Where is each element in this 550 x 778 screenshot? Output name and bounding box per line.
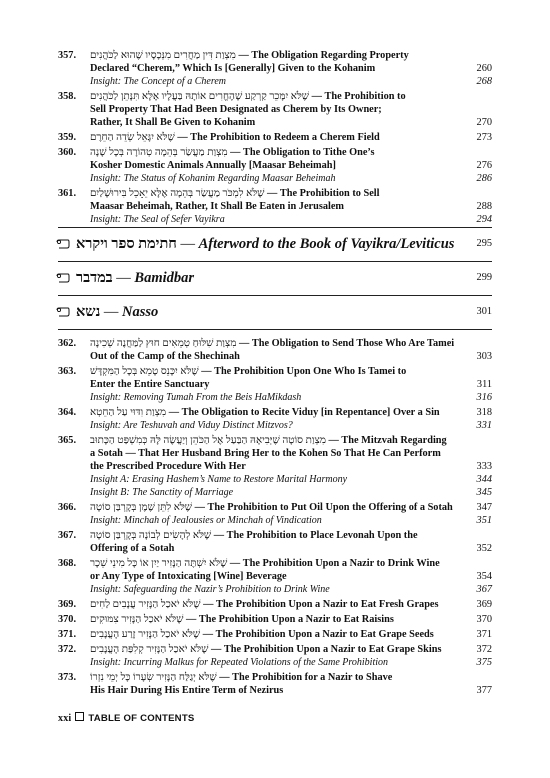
entry-number: 371. (58, 629, 77, 640)
hebrew-title: מִצְוַת וִדּוּי עַל הַחֵטְא (90, 407, 167, 418)
english-title: — The Mitzvah Regarding (325, 435, 447, 446)
english-title: Insight: Removing Tumah From the Beis HaMikdash (90, 392, 302, 403)
hebrew-title: שֶׁלֹּא יְגַלַּח הַנָּזִיר שְׂעָרוֹ כָּל יְמֵי נִזְרוֹ (90, 672, 217, 683)
insight-line (58, 172, 492, 185)
hebrew-title: שֶׁלֹּא יֹאכַל הַנָּזִיר עֲנָבִים לַחִים (90, 599, 201, 610)
page-number: 311 (476, 379, 492, 390)
square-icon (75, 712, 84, 721)
page-number: 333 (476, 461, 492, 472)
hebrew-title: שֶׁלֹּא יֹאכַל הַנָּזִיר צִמּוּקִים (90, 614, 184, 625)
toc-entry[interactable] (58, 557, 492, 596)
english-title: — The Obligation Regarding Property (235, 50, 409, 61)
hebrew-title: מִצְוַת דִּין מַחֲרִים מִנְּכָסָיו שֶׁהוּא לַכֹּהֲנִים (90, 50, 236, 61)
hebrew-title: שֶׁלֹּא לִמְכֹּר מַעֲשַׂר בְּהֵמָה אֶלָּא יֵאָכֵל בִּירוּשָׁלַיִם (90, 188, 265, 199)
entry-title-line (58, 542, 492, 555)
toc-entry[interactable] (58, 643, 492, 669)
insight-line (58, 583, 492, 596)
english-title: Insight: Incurring Malkus for Repeated Violations of the Same Prohibition (90, 657, 389, 668)
entry-title-line (58, 671, 492, 684)
page-number: 270 (476, 117, 492, 128)
page-footer (58, 712, 194, 724)
english-title: Maasar Beheimah, Rather, It Shall Be Eaten in Jerusalem (90, 201, 344, 212)
english-title: Insight: Minchah of Jealousies or Minchah of Vindication (90, 515, 322, 526)
english-title: Offering of a Sotah (90, 543, 175, 554)
entry-title-line (58, 337, 492, 350)
english-title: — The Prohibition for a Nazir to Shave (216, 672, 393, 683)
entry-title-line (58, 613, 492, 626)
entry-number: 372. (58, 644, 77, 655)
english-title: — The Prohibition Upon a Nazir to Eat Raisins (183, 614, 394, 625)
entry-title-line (58, 628, 492, 641)
entries-group-vayikra (58, 49, 492, 226)
english-title: a Sotah — That Her Husband Bring Her to the Kohen So That He Can Perform (90, 448, 441, 459)
english-title: — The Prohibition Upon One Who Is Tamei to (198, 366, 407, 377)
english-title: Insight A: Erasing Hashem’s Name to Restore Marital Harmony (90, 474, 348, 485)
toc-entry[interactable] (58, 337, 492, 363)
insight-line (58, 419, 492, 432)
hebrew-title: שֶׁלֹּא יֹאכַל הַנָּזִיר זֶרַע הָעֲנָבִים (90, 629, 201, 640)
toc-entry[interactable] (58, 434, 492, 499)
entry-number: 357. (58, 50, 77, 61)
english-title: — The Prohibition to Redeem a Cherem Field (174, 132, 380, 143)
toc-entry[interactable] (58, 187, 492, 226)
entry-number: 363. (58, 366, 77, 377)
english-title: or Any Type of Intoxicating [Wine] Beverage (90, 571, 287, 582)
entry-number: 368. (58, 558, 77, 569)
section-afterword[interactable]: חתימת ספר ויקרא — Afterword to the Book of Vayikra/Leviticus 295 (58, 236, 492, 253)
insight-line (58, 514, 492, 527)
entry-title-line (58, 434, 492, 447)
english-title: — The Prohibition Upon a Nazir to Drink Wine (227, 558, 440, 569)
page-number: 295 (476, 238, 492, 249)
toc-entry[interactable] (58, 598, 492, 611)
english-title: — The Prohibition to (309, 91, 406, 102)
english-title: Insight: The Status of Kohanim Regarding Maasar Beheimah (90, 173, 336, 184)
english-title: Sell Property That Had Been Designated as Cherem by Its Owner; (90, 104, 382, 115)
page-number: 301 (476, 306, 492, 317)
page-number: 331 (476, 420, 492, 431)
page-number: 354 (476, 571, 492, 582)
english-title: Insight: Are Teshuvah and Viduy Distinct Mitzvos? (90, 420, 293, 431)
section-divider (58, 261, 492, 262)
entry-title-line (58, 103, 492, 116)
hebrew-title: שֶׁלֹּא לִתֵּן שֶׁמֶן בְּקָרְבַּן סוֹטָה (90, 502, 193, 513)
entry-number: 362. (58, 338, 77, 349)
toc-entry[interactable] (58, 671, 492, 697)
toc-entry[interactable] (58, 131, 492, 144)
english-title: Declared “Cherem,” Which Is [Generally] Given to the Kohanim (90, 63, 376, 74)
table-of-contents (58, 49, 492, 698)
section-nasso[interactable]: נשא — Nasso 301 (58, 304, 492, 321)
page-number: 377 (476, 685, 492, 696)
toc-entry[interactable] (58, 613, 492, 626)
page-number: 303 (476, 351, 492, 362)
english-title: the Prescribed Procedure With Her (90, 461, 246, 472)
entry-title-line (58, 159, 492, 172)
toc-entry[interactable] (58, 365, 492, 404)
entry-number: 364. (58, 407, 77, 418)
entry-title-line (58, 378, 492, 391)
entry-number: 367. (58, 530, 77, 541)
entry-number: 358. (58, 91, 77, 102)
hebrew-title: שֶׁלֹּא יִמָּכֵר קַרְקַע שֶׁהֶחֱרִים אוֹתָהּ בַּעֲלָיו אֶלָּא תִּנָּתֵן לַכֹּהֲנִים (90, 91, 310, 102)
hebrew-title: שֶׁלֹּא יֹאכַל הַנָּזִיר קְלִפַּת הָעֲנָבִים (90, 644, 209, 655)
entry-number: 365. (58, 435, 77, 446)
insight-line (58, 486, 492, 499)
section-hebrew-title: חתימת ספר ויקרא (76, 236, 177, 252)
entry-title-line (58, 643, 492, 656)
section-hebrew-title: נשא (76, 304, 101, 320)
entry-title-line (58, 62, 492, 75)
page-number: 286 (476, 173, 492, 184)
english-title: Enter the Entire Sanctuary (90, 379, 210, 390)
entry-title-line (58, 557, 492, 570)
english-title: Out of the Camp of the Shechinah (90, 351, 240, 362)
entry-title-line (58, 131, 492, 144)
section-title: Afterword to the Book of Vayikra/Leviticus (198, 236, 455, 252)
entry-title-line (58, 200, 492, 213)
page-number: 268 (476, 76, 492, 87)
entry-title-line (58, 598, 492, 611)
section-title: Bamidbar (134, 270, 195, 286)
entry-number: 373. (58, 672, 77, 683)
page-number: 372 (476, 644, 492, 655)
insight-line (58, 75, 492, 88)
footer-label: TABLE OF CONTENTS (88, 713, 195, 724)
page-number: 318 (476, 407, 492, 418)
insight-line (58, 473, 492, 486)
hebrew-title: שֶׁלֹּא יִשְׁתֶּה הַנָּזִיר יַיִן אוֹ כָּל מִינֵי שֵׁכָר (90, 558, 228, 569)
page-number: 347 (476, 502, 492, 513)
insight-line (58, 656, 492, 669)
english-title: — The Obligation to Recite Viduy [in Repentance] Over a Sin (166, 407, 440, 418)
toc-entry[interactable] (58, 90, 492, 129)
entry-title-line (58, 146, 492, 159)
entry-title-line (58, 501, 492, 514)
hebrew-title: שֶׁלֹּא לְהָשִׂים לְבוֹנָה בְּקָרְבַּן סוֹטָה (90, 530, 212, 541)
english-title: Insight: The Concept of a Cherem (90, 76, 227, 87)
entry-number: 370. (58, 614, 77, 625)
entry-title-line (58, 350, 492, 363)
english-title: — The Obligation to Send Those Who Are Tamei (236, 338, 455, 349)
entry-number: 360. (58, 147, 77, 158)
english-title: — The Prohibition Upon a Nazir to Eat Grape Seeds (200, 629, 434, 640)
section-title: Nasso (122, 304, 159, 320)
scroll-icon (56, 239, 70, 249)
english-title: Rather, It Shall Be Given to Kohanim (90, 117, 256, 128)
section-divider (58, 227, 492, 228)
section-divider (58, 329, 492, 330)
hebrew-title: מִצְוַת סוֹטָה שֶׁיְּבִיאָהּ הַבַּעַל אֶל הַכֹּהֵן וְיַעֲשֶׂה לָּהּ כְּמִשְׁפַּט הַכָּתוּב (90, 435, 326, 446)
entry-number: 359. (58, 132, 77, 143)
entry-number: 369. (58, 599, 77, 610)
page-number: 351 (476, 515, 492, 526)
page-number: 316 (476, 392, 492, 403)
english-title: Insight B: The Sanctity of Marriage (90, 487, 234, 498)
english-title: Insight: The Seal of Sefer Vayikra (90, 214, 225, 225)
english-title: — The Prohibition Upon a Nazir to Eat Grape Skins (208, 644, 442, 655)
section-bamidbar[interactable]: במדבר — Bamidbar 299 (58, 270, 492, 287)
entry-title-line (58, 570, 492, 583)
scroll-icon (56, 273, 70, 283)
entries-group-nasso (58, 337, 492, 697)
entry-number: 366. (58, 502, 77, 513)
entry-title-line (58, 365, 492, 378)
scroll-icon (56, 307, 70, 317)
page-number: 375 (476, 657, 492, 668)
english-title: — The Obligation to Tithe One’s (227, 147, 375, 158)
entry-title-line (58, 406, 492, 419)
entry-title-line (58, 49, 492, 62)
english-title: — The Prohibition to Put Oil Upon the Offering of a Sotah (192, 502, 453, 513)
english-title: Insight: Safeguarding the Nazir’s Prohibition to Drink Wine (90, 584, 330, 595)
insight-line (58, 391, 492, 404)
toc-entry[interactable] (58, 501, 492, 527)
toc-entry[interactable] (58, 146, 492, 185)
english-title: His Hair During His Entire Term of Nezirus (90, 685, 284, 696)
entry-title-line (58, 529, 492, 542)
entry-title-line (58, 460, 492, 473)
page-number: 273 (476, 132, 492, 143)
hebrew-title: מִצְוַת שִׁלּוּחַ טְמֵאִים חוּץ לַמַּחֲנֶה שְׁכִינָה (90, 338, 237, 349)
page-number: 369 (476, 599, 492, 610)
english-title: Kosher Domestic Animals Annually [Maasar Beheimah] (90, 160, 336, 171)
page-number: 344 (476, 474, 492, 485)
page-number: 276 (476, 160, 492, 171)
hebrew-title: שֶׁלֹּא יִגָּאֵל שְׂדֵה הַחֵרֶם (90, 132, 175, 143)
entry-number: 361. (58, 188, 77, 199)
page-number: 367 (476, 584, 492, 595)
toc-entry[interactable] (58, 628, 492, 641)
toc-entry[interactable] (58, 406, 492, 432)
entry-title-line (58, 684, 492, 697)
toc-entry[interactable] (58, 529, 492, 555)
page-number: 352 (476, 543, 492, 554)
insight-line (58, 213, 492, 226)
section-divider (58, 295, 492, 296)
hebrew-title: מִצְוַת מַעֲשַׂר בְּהֵמָה טְהוֹרָה בְּכָל שָׁנָה (90, 147, 228, 158)
english-title: — The Prohibition to Sell (264, 188, 380, 199)
page-number: 299 (476, 272, 492, 283)
entry-title-line (58, 447, 492, 460)
page-number: 371 (476, 629, 492, 640)
entry-title-line (58, 116, 492, 129)
toc-entry[interactable] (58, 49, 492, 88)
page-number: 260 (476, 63, 492, 74)
entry-title-line (58, 90, 492, 103)
entry-title-line (58, 187, 492, 200)
english-title: — The Prohibition Upon a Nazir to Eat Fresh Grapes (200, 599, 439, 610)
page-number: 288 (476, 201, 492, 212)
footer-page-number: xxi (58, 713, 72, 724)
page-number: 345 (476, 487, 492, 498)
hebrew-title: שֶׁלֹּא יִכָּנֵס טָמֵא בְּכָל הַמִּקְדָּשׁ (90, 366, 199, 377)
page-number: 370 (476, 614, 492, 625)
page-number: 294 (476, 214, 492, 225)
section-hebrew-title: במדבר (76, 270, 113, 286)
english-title: — The Prohibition to Place Levonah Upon the (211, 530, 418, 541)
